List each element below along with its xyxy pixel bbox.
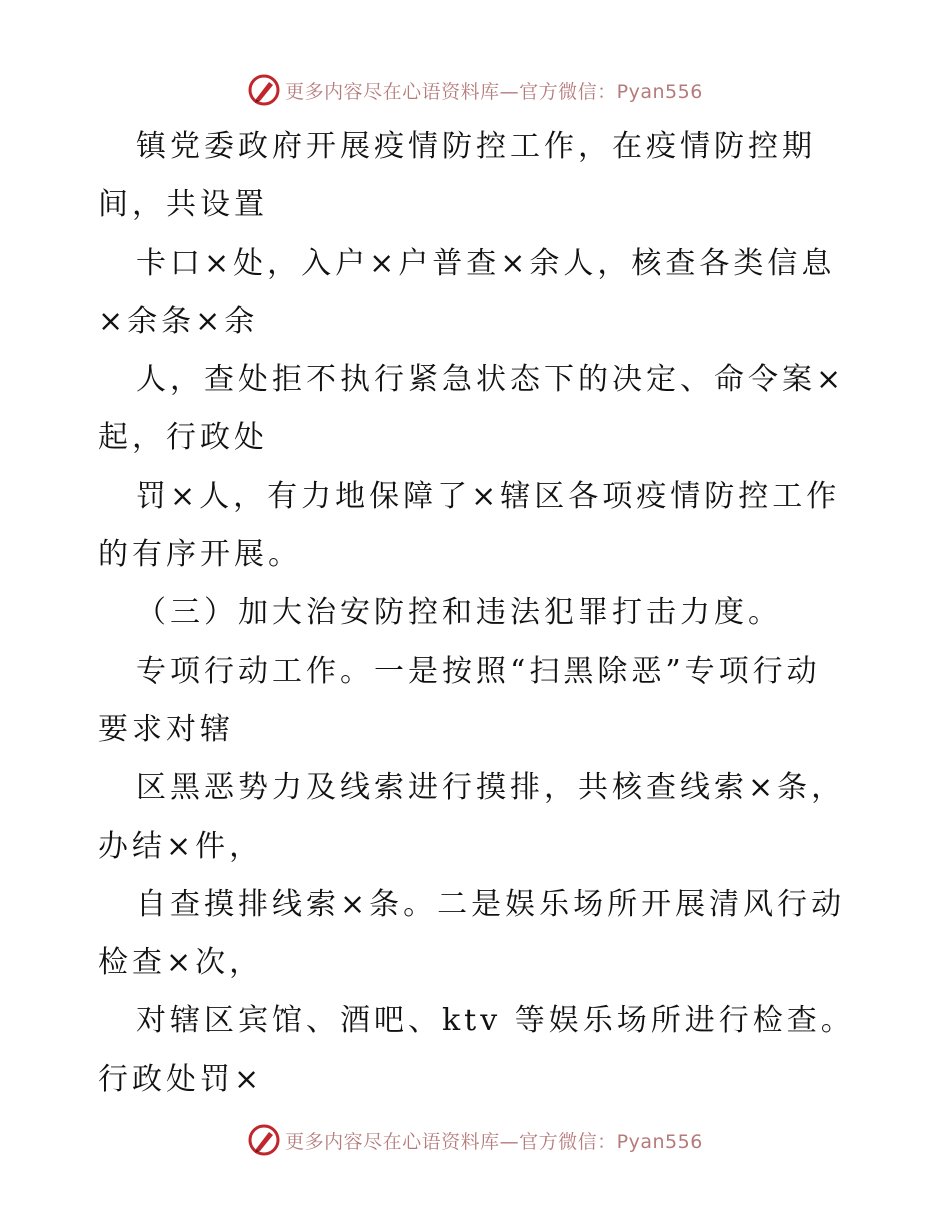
text-line: 行政处罚× bbox=[98, 1061, 264, 1097]
text-line: 对辖区宾馆、酒吧、ktv 等娱乐场所进行检查。 bbox=[136, 1003, 855, 1039]
text-line: ×余条×余 bbox=[98, 303, 259, 339]
pen-logo-icon bbox=[247, 73, 281, 107]
text-line: 专项行动工作。一是按照“扫黑除恶”专项行动 bbox=[136, 653, 821, 689]
document-body bbox=[98, 118, 858, 1109]
text-line: 罚×人，有力地保障了×辖区各项疫情防控工作 bbox=[136, 478, 841, 514]
text-line: 人，查处拒不执行紧急状态下的决定、命令案× bbox=[136, 362, 846, 398]
watermark-text: 更多内容尽在心语资料库—官方微信：Pyan556 bbox=[285, 1130, 703, 1153]
header-watermark bbox=[0, 70, 950, 110]
footer-watermark bbox=[0, 1120, 950, 1160]
text-line: 区黑恶势力及线索进行摸排，共核查线索×条， bbox=[136, 770, 846, 806]
text-line: 办结×件， bbox=[98, 828, 264, 864]
text-line: 卡口×处，入户×户普查×余人，核查各类信息 bbox=[136, 245, 836, 281]
text-line: 间，共设置 bbox=[98, 187, 268, 223]
text-line: 的有序开展。 bbox=[98, 537, 302, 573]
pen-logo-icon bbox=[247, 1123, 281, 1157]
text-line: （三）加大治安防控和违法犯罪打击力度。 bbox=[136, 595, 782, 631]
text-line: 自查摸排线索×条。二是娱乐场所开展清风行动 bbox=[136, 886, 846, 922]
text-line: 检查×次， bbox=[98, 945, 264, 981]
text-line: 要求对辖 bbox=[98, 711, 234, 747]
text-line: 镇党委政府开展疫情防控工作，在疫情防控期 bbox=[136, 129, 816, 164]
watermark-text: 更多内容尽在心语资料库—官方微信：Pyan556 bbox=[285, 80, 703, 103]
text-line: 起，行政处 bbox=[98, 420, 268, 456]
